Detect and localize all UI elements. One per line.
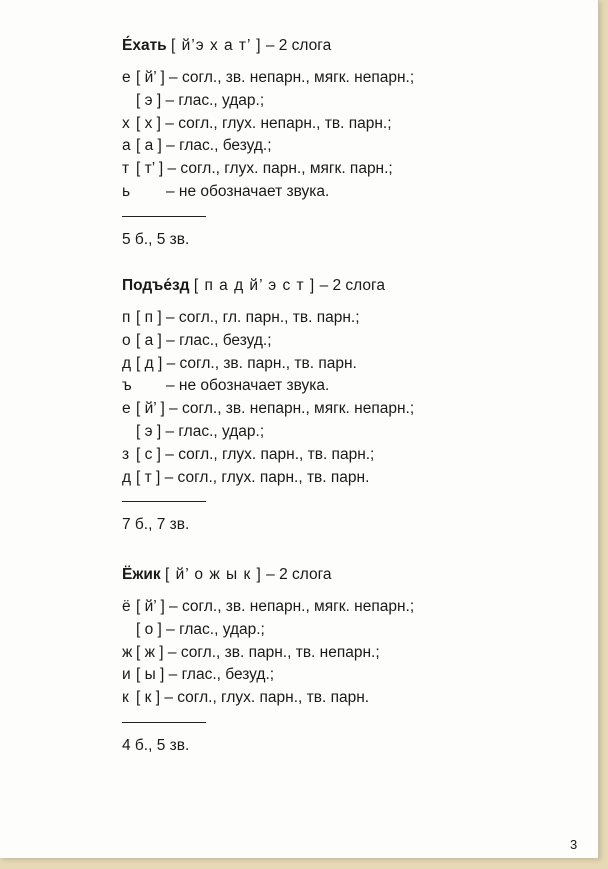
phonetic-rows: [122, 307, 582, 489]
divider-line: [122, 216, 206, 217]
entry-total: 5 б., 5 зв.: [122, 230, 190, 248]
phonetic-row: [122, 90, 582, 113]
entry-word: Подъе́зд: [122, 277, 190, 294]
phonetic-row: [122, 398, 582, 421]
phonetic-row: [122, 467, 582, 490]
phonetic-row: [122, 444, 582, 467]
row-sound: [ о ] – глас., удар.;: [136, 620, 265, 638]
page-number: 3: [570, 837, 578, 852]
entry-title: [122, 564, 582, 586]
row-sound: [ й’ ] – согл., зв. непарн., мягк. непарн.;: [136, 69, 415, 86]
phonetic-row: [122, 307, 582, 330]
phonetic-row: [122, 113, 582, 136]
row-letter: д: [122, 468, 132, 486]
entry-ekhat: [122, 35, 582, 249]
entry-word: Ёжик: [122, 566, 161, 583]
row-sound: [ п ] – согл., гл. парн., тв. парн.;: [136, 309, 360, 326]
phonetic-row: [122, 687, 582, 710]
row-letter: е: [122, 400, 131, 418]
row-letter: к: [122, 689, 129, 707]
row-letter: з: [122, 445, 130, 463]
divider-line: [122, 722, 206, 723]
row-sound: [ й’ ] – согл., зв. непарн., мягк. непарн.;: [136, 598, 415, 615]
row-sound: [ ж ] – согл., зв. парн., тв. непарн.;: [136, 643, 380, 661]
row-sound: [ д ] – согл., зв. парн., тв. парн.: [136, 354, 357, 372]
row-sound: [ с ] – согл., глух. парн., тв. парн.;: [136, 445, 375, 463]
entry-podezd: [122, 275, 582, 534]
row-sound: – не обозначает звука.: [166, 182, 330, 200]
row-sound: – не обозначает звука.: [166, 377, 330, 395]
phonetic-row: [122, 181, 582, 204]
row-sound: [ а ] – глас., безуд.;: [136, 137, 272, 155]
entry-word: Е́хать: [122, 37, 167, 54]
row-sound: [ й’ ] – согл., зв. непарн., мягк. непарн.;: [136, 400, 415, 418]
entry-transcription: [ й’ о ж ы к ]: [164, 566, 262, 583]
phonetic-row: [122, 375, 582, 398]
row-letter: е: [122, 69, 131, 86]
row-letter: ж: [122, 643, 133, 661]
divider-line: [122, 501, 206, 502]
phonetic-rows: [122, 596, 582, 710]
phonetic-row: [122, 642, 582, 665]
phonetic-row: [122, 67, 582, 90]
row-sound: [ т ] – согл., глух. парн., тв. парн.: [136, 468, 370, 486]
phonetic-rows: [122, 67, 582, 204]
entry-title: [122, 35, 582, 57]
row-sound: [ а ] – глас., безуд.;: [136, 331, 272, 349]
phonetic-row: [122, 330, 582, 353]
row-sound: [ э ] – глас., удар.;: [136, 422, 265, 440]
entry-transcription: [ й’э х а т’ ]: [171, 37, 262, 54]
entry-title: [122, 275, 582, 297]
entry-transcription: [ п а д й’ э с т ]: [193, 277, 316, 294]
entry-syllables: – 2 слога: [266, 566, 332, 583]
row-letter: ё: [122, 598, 131, 615]
phonetic-row: [122, 353, 582, 376]
phonetic-row: [122, 158, 582, 181]
row-letter: ь: [122, 182, 131, 200]
row-sound: [ ы ] – глас., безуд.;: [136, 666, 275, 684]
phonetic-row: [122, 421, 582, 444]
phonetic-row: [122, 135, 582, 158]
row-sound: [ т’ ] – согл., глух. парн., мягк. парн.;: [136, 160, 393, 178]
entry-ezhik: [122, 564, 582, 755]
row-letter: п: [122, 309, 131, 326]
phonetic-row: [122, 664, 582, 687]
row-sound: [ к ] – согл., глух. парн., тв. парн.: [136, 689, 370, 707]
row-sound: [ х ] – согл., глух. непарн., тв. парн.;: [136, 114, 392, 132]
row-sound: [ э ] – глас., удар.;: [136, 91, 265, 109]
row-letter: х: [122, 114, 130, 132]
row-letter: и: [122, 666, 131, 684]
entry-syllables: – 2 слога: [319, 277, 385, 294]
row-letter: д: [122, 354, 132, 372]
phonetic-row: [122, 619, 582, 642]
row-letter: о: [122, 331, 131, 349]
phonetic-row: [122, 596, 582, 619]
entry-total: 4 б., 5 зв.: [122, 736, 190, 754]
entry-total: 7 б., 7 зв.: [122, 516, 190, 534]
entry-syllables: – 2 слога: [265, 37, 332, 54]
row-letter: а: [122, 137, 131, 155]
row-letter: ъ: [122, 377, 132, 395]
row-letter: т: [122, 160, 130, 178]
